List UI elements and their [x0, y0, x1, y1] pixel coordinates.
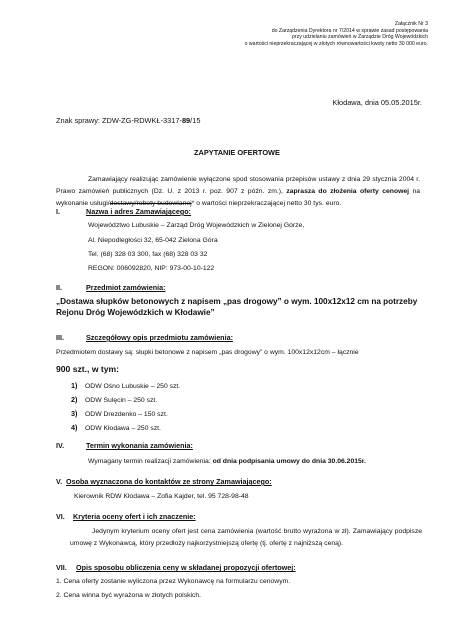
annex-line: do Zarządzenia Dyrektora nr 7/2014 w sprawie zasad postępowania — [271, 27, 428, 34]
annex-line: o wartości nieprzekraczającej w złotych równowartości kwoty netto 30 000 euro. — [244, 40, 428, 47]
quantity-line: 900 szt., w tym: — [56, 364, 120, 374]
item-text: ODW Sulęcin – 250 szt. — [85, 397, 158, 404]
item-text: ODW Kłodawa – 250 szt. — [85, 425, 161, 432]
section-number: III. — [56, 333, 64, 342]
intro-text: Zamawiający realizując zamówienie wyłączone spod stosowania przepisów ustawy z dnia 29 stycznia 2004 r. Prawo zamówień publicznych (Dz. U. z 2013 r. poz. 907 z późn. zm.), — [56, 176, 420, 195]
order-subject: „Dostawa słupków betonowych z napisem „pas drogowy” o wym. 100x12x12 cm na potrzeby Rejonu Dróg Wojewódzkich w Kłodawie” — [56, 297, 418, 317]
price-line: 1. Cena oferty zostanie wyliczona przez Wykonawcę na formularzu cenowym. — [56, 578, 291, 585]
section-title: Przedmiot zamówienia: — [86, 283, 166, 292]
section-number: II. — [56, 283, 62, 292]
section-number: V. — [56, 477, 63, 486]
address-line: REGON: 006092820, NIP: 973-00-10-122 — [88, 265, 215, 272]
section-title: Opis sposobu obliczenia ceny w składanej propozycji ofertowej: — [76, 563, 296, 572]
intro-text-2: na wykonanie usługi/ — [56, 188, 421, 207]
description-line: Przedmiotem dostawy są: słupki betonowe z napisem „pas drogowy” o wym. 100x12x12cm – łącznie — [56, 349, 359, 356]
intro-strike: dostawy/roboty budowlanej — [109, 200, 192, 207]
item-text: ODW Ośno Lubuskie – 250 szt. — [85, 383, 181, 390]
section-5-heading — [56, 477, 272, 486]
section-title: Kryteria oceny ofert i ich znaczenie: — [73, 512, 196, 521]
annex-line: Załącznik Nr 3 — [394, 21, 428, 27]
intro-paragraph — [56, 174, 420, 210]
address-line: Al. Niepodległości 32, 65-042 Zielona Góra — [88, 237, 218, 244]
section-number: I. — [56, 207, 60, 216]
case-reference — [56, 116, 200, 125]
price-line: 2. Cena winna być wyrażona w złotych polskich. — [56, 592, 202, 599]
item-number: 1) — [71, 381, 78, 390]
intro-text-3: * o wartości nieprzekraczającej netto 30 tys. euro. — [191, 200, 342, 207]
list-item — [71, 381, 180, 390]
document-title: ZAPYTANIE OFERTOWE — [194, 148, 280, 157]
list-item — [71, 395, 157, 404]
section-title: Termin wykonania zamówienia: — [86, 441, 193, 450]
list-item — [71, 409, 168, 418]
item-number: 4) — [71, 423, 78, 432]
section-4-heading — [56, 441, 193, 450]
section-title: Nazwa i adres Zamawiającego: — [86, 207, 192, 216]
section-title: Osoba wyznaczona do kontaktów ze strony Zamawiającego: — [66, 477, 272, 486]
deadline-text: Wymagany termin realizacji zamówienia: — [88, 458, 213, 465]
address-line: Tel. (68) 328 03 300, fax (68) 328 03 32 — [88, 251, 208, 258]
annex-line: przy udzielaniu zamówień w Zarządzie Dróg Wojewódzkich — [292, 34, 428, 41]
case-number: 89 — [181, 116, 191, 125]
list-item — [71, 423, 161, 432]
deadline-line — [88, 458, 366, 465]
section-2-heading — [56, 283, 165, 292]
item-number: 2) — [71, 395, 78, 404]
section-7-heading — [56, 563, 296, 572]
case-year: /15 — [190, 116, 201, 125]
contact-line: Kierownik RDW Kłodawa – Zofia Kajder, tel. 95 728-98-48 — [74, 493, 249, 500]
section-number: VI. — [56, 512, 65, 521]
deadline-bold: od dnia podpisania umowy do dnia 30.06.2015r. — [212, 458, 366, 465]
annex-note — [245, 21, 428, 47]
address-line: Województwo Lubuskie – Zarząd Dróg Wojewódzkich w Zielonej Górze, — [88, 222, 305, 229]
place-date: Kłodawa, dnia 05.05.2015r. — [332, 98, 422, 107]
section-number: VII. — [56, 563, 67, 572]
section-6-heading — [56, 512, 196, 521]
intro-bold: zaprasza do złożenia oferty cenowej — [286, 188, 410, 195]
criteria-paragraph: Jedynym kryterium oceny ofert jest cena zamówienia (wartość brutto wyrażona w zł). Zamawiający podpisze umowę z Wykonawcą, który przedłoży najkorzystniejszą ofertę (tj. ofertę z najniższą ceną). — [70, 528, 422, 547]
case-label: Znak sprawy: ZDW-ZG-RDWKŁ-3317- — [56, 116, 182, 125]
section-3-heading — [56, 333, 233, 342]
section-number: IV. — [56, 441, 65, 450]
item-number: 3) — [71, 409, 78, 418]
section-1-heading — [56, 207, 191, 216]
section-title: Szczegółowy opis przedmiotu zamówienia: — [86, 333, 233, 342]
item-text: ODW Drezdenko – 150 szt. — [85, 411, 168, 418]
